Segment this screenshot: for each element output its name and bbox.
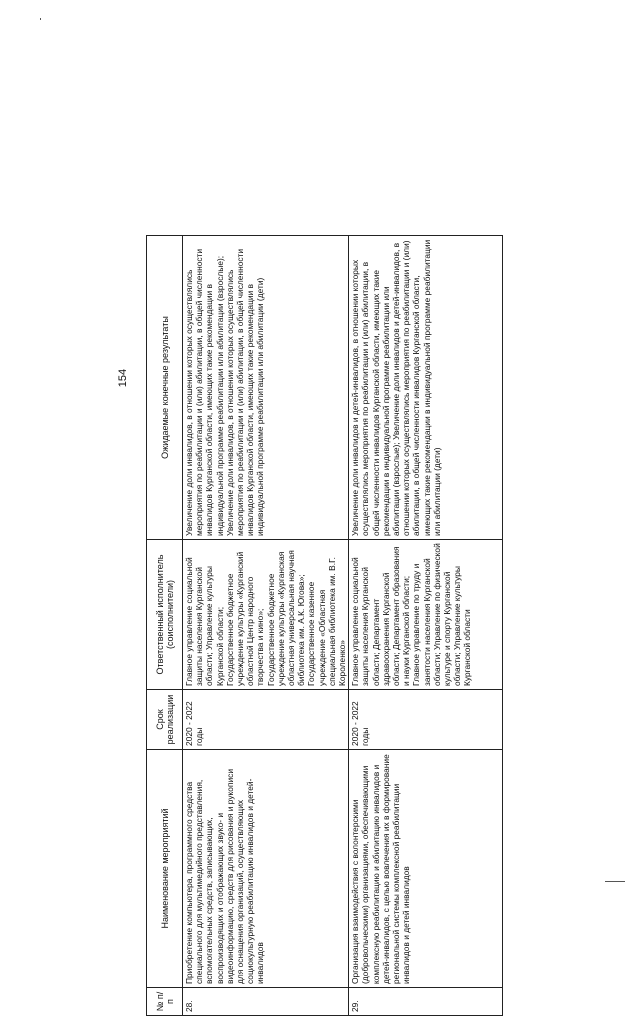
row-num: 29. [349, 988, 503, 1016]
row-exec: Главное управление социальной защиты населения Курганской области; Управление культуры Курганской области; Государственное бюджетное учреждение культуры «Курганский областной Центр народного творчества и кино»; Государственное бюджетное учреждение культуры «Курганская областная универсальная научная библиотека им. А.К. Югова»; Государственное казенное учреждение «Областная специальная библиотека им. В.Г. Короленко» [183, 540, 349, 690]
header-exec: Ответственный исполнитель (соисполнители) [147, 540, 183, 690]
table-row [183, 236, 349, 1016]
scan-speck [40, 18, 41, 20]
document-sheet [146, 236, 494, 1016]
row-result: Увеличение доли инвалидов и детей-инвалидов, в отношении которых осуществлялись мероприятия по реабилитации и (или) абилитации, в общей численности инвалидов Курганской области, имеющих такие рекомендации в индивидуальной программе реабилитации или абилитации (взрослые); Увеличение доли инвалидов и детей-инвалидов, в отношении которых осуществлялись мероприятия по реабилитации и (или) абилитации, в общей численности инвалидов Курганской области, имеющих такие рекомендации в индивидуальной программе реабилитации или абилитации (дети) [349, 236, 503, 540]
header-result: Ожидаемые конечные результаты [147, 236, 183, 540]
row-exec: Главное управление социальной защиты населения Курганской области; Департамент здравоохранения Курганской области; Департамент образования и науки Курганской области; Главное управление по труду и занятости населения Курганской области; Управление по физической культуре и спорту Курганской области; Управление культуры Курганской области [349, 540, 503, 690]
table-header-row [147, 236, 183, 1016]
row-result: Увеличение доли инвалидов, в отношении которых осуществлялись мероприятия по реабилитации и (или) абилитации, в общей численности инвалидов Курганской области, имеющих такие рекомендации в индивидуальной программе реабилитации или абилитации (взрослые); Увеличение доли инвалидов, в отношении которых осуществлялись мероприятия по реабилитации и (или) абилитации, в общей численности инвалидов Курганской области, имеющих такие рекомендации в индивидуальной программе реабилитации или абилитации (дети) [183, 236, 349, 540]
table-row [349, 236, 503, 1016]
row-term: 2020 - 2022 годы [183, 690, 349, 750]
header-num: № п/п [147, 988, 183, 1016]
row-term: 2020 - 2022 годы [349, 690, 503, 750]
row-num: 28. [183, 988, 349, 1016]
header-name: Наименование мероприятий [147, 750, 183, 988]
scan-line [605, 881, 625, 882]
page-number: 154 [117, 368, 129, 388]
header-term: Срок реализации [147, 690, 183, 750]
row-name: Приобретение компьютера, программного средства специального для мультимедийного представления, вспомогательных средств, записывающих, воспроизводящих и отображающих звуко- и видеоинформацию, средств для рисования и рукописи для оснащения организаций, осуществляющих социокультурную реабилитацию инвалидов и детей-инвалидов [183, 750, 349, 988]
measures-table [146, 235, 503, 1016]
row-name: Организация взаимодействия с волонтерскими (добровольческими) организациями, обеспечивающими комплексную реабилитацию и абилитацию инвалидов и детей-инвалидов, с целью вовлечения их в формирование региональной системы комплексной реабилитации инвалидов и детей инвалидов [349, 750, 503, 988]
